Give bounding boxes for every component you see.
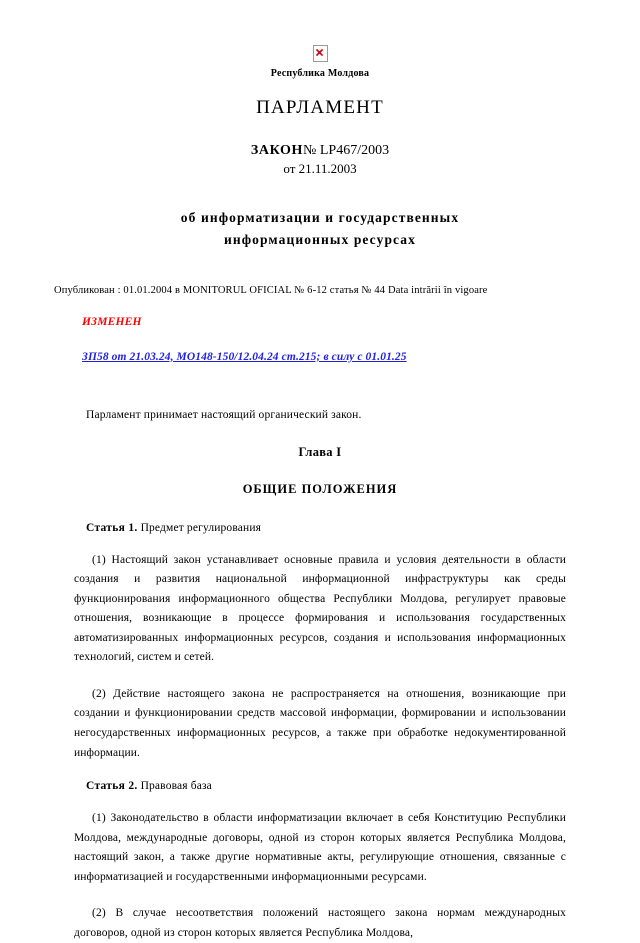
article-1-title: Предмет регулирования bbox=[140, 521, 262, 534]
republic-subtitle: Республика Молдова bbox=[270, 68, 370, 79]
broken-image-icon bbox=[313, 45, 328, 62]
article-1-paragraph-2: (2) Действие настоящего закона не распространяется на отношения, возникающие при создании и функционировании средств массовой информации, формировании и использовании негосударственных информационных ресурсов, а также при обработке недокументированной информации. bbox=[74, 687, 566, 759]
law-number: № LP467/2003 bbox=[303, 143, 390, 158]
article-2-title: Правовая база bbox=[140, 780, 212, 793]
law-date: от 21.11.2003 bbox=[283, 160, 357, 176]
article-2-paragraph-1: (1) Законодательство в области информатизации включает в себя Конституцию Республики Молдова, международные договоры, одной из сторон которых является Республика Молдова, настоящий закон, а также другие нормативные акты, регулирующие отношения, связанные с информатизацией и государственными информационными ресурсами. bbox=[74, 812, 566, 883]
adoption-statement: Парламент принимает настоящий органический закон. bbox=[86, 408, 362, 421]
article-2-paragraph-2: (2) В случае несоответствия положений настоящего закона нормам международных договоров, одной из сторон которых является Республика Молдова, bbox=[74, 907, 566, 939]
chapter-number: Глава I bbox=[298, 444, 342, 459]
article-2-number: Статья 2. bbox=[86, 780, 138, 793]
page-title-line-1: об информатизации и государственных bbox=[180, 209, 460, 225]
parliament-heading: ПАРЛАМЕНТ bbox=[256, 97, 384, 118]
chapter-title: ОБЩИЕ ПОЛОЖЕНИЯ bbox=[242, 481, 398, 496]
article-1-number: Статья 1. bbox=[86, 521, 138, 534]
amendment-link-row bbox=[74, 347, 566, 365]
amended-badge: ИЗМЕНЕН bbox=[82, 315, 142, 328]
page-title bbox=[74, 207, 566, 251]
emblem-container bbox=[74, 44, 566, 62]
law-label: ЗАКОН bbox=[250, 143, 303, 158]
page-title-line-2: информационных ресурсах bbox=[223, 231, 417, 247]
article-2-heading bbox=[86, 780, 566, 792]
law-number-line bbox=[74, 141, 566, 161]
publication-info: Опубликован : 01.01.2004 в MONITORUL OFICIAL № 6-12 статья № 44 Data intrării în vigoare bbox=[54, 284, 488, 296]
article-1-heading bbox=[86, 522, 566, 534]
article-1-paragraph-1: (1) Настоящий закон устанавливает основные правила и условия деятельности в области создания и развития национальной информационной инфраструктуры как среды функционирования информационного общества Республики Молдова, регулирует правовые отношения, возникающие в процессе формирования и использования государственных автоматизированных информационных ресурсов, создания и использования информационных технологий, систем и сетей. bbox=[74, 553, 566, 664]
amendment-link[interactable]: ЗП58 от 21.03.24, МО148-150/12.04.24 ст.215; в силу с 01.01.25 bbox=[82, 350, 407, 363]
